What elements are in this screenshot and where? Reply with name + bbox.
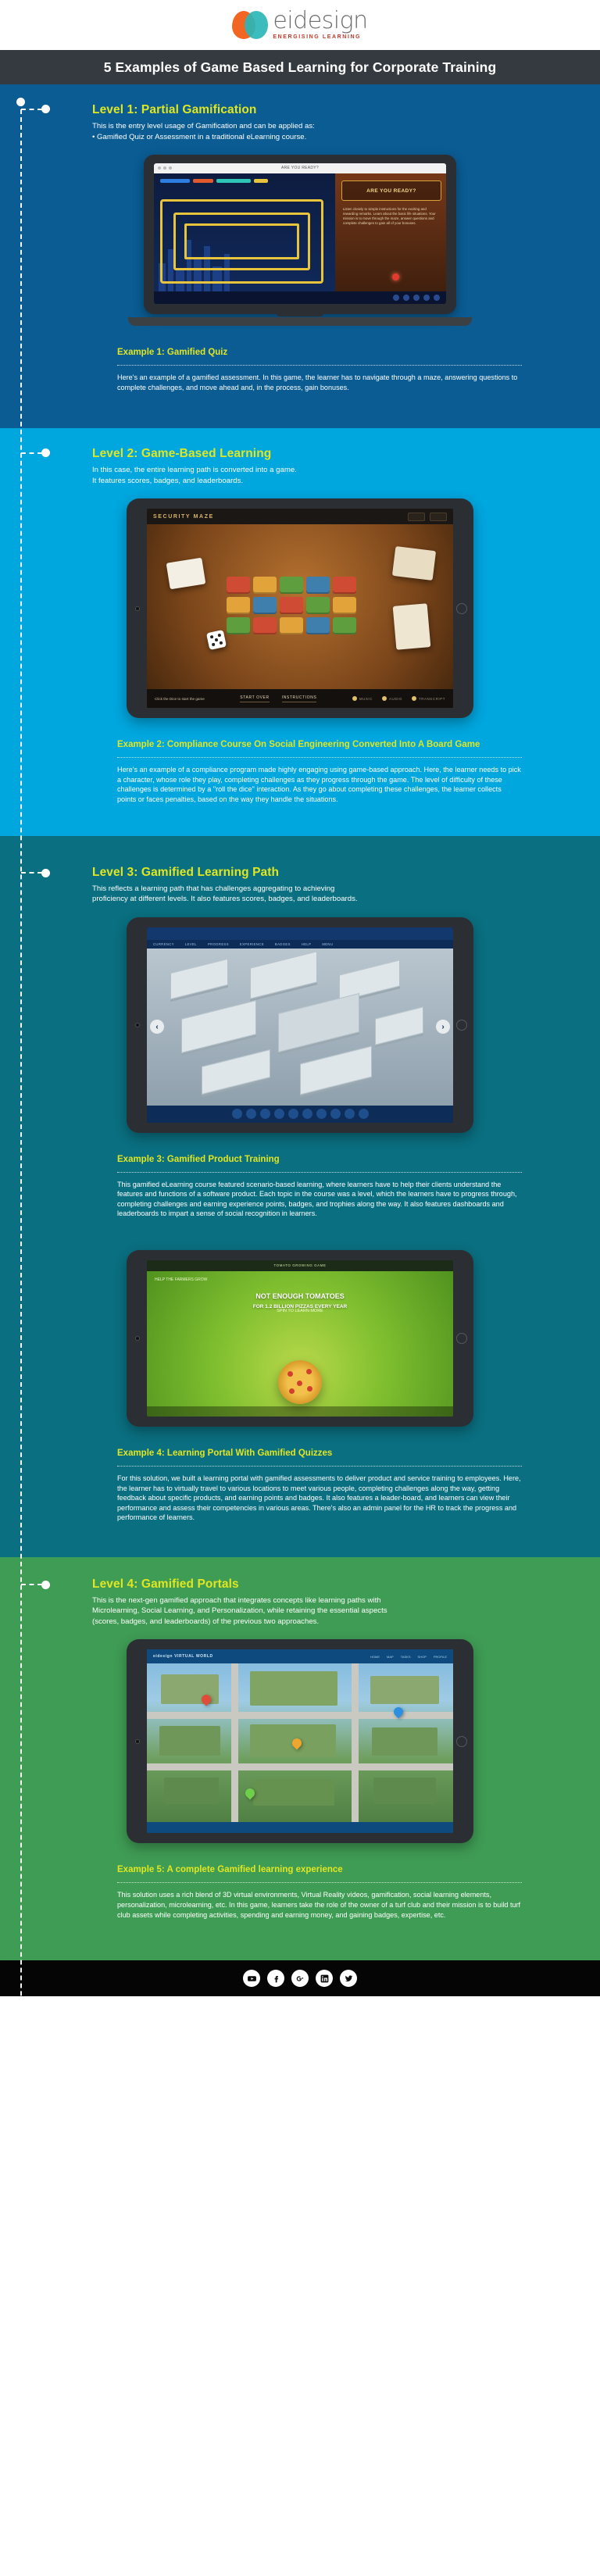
- level-2-desc-line1: In this case, the entire learning path is converted into a game.: [92, 466, 297, 475]
- boardgame-buttons: [240, 695, 316, 702]
- caption-divider: [117, 365, 522, 366]
- logo-bar: [0, 0, 600, 50]
- laptop-base: [128, 317, 472, 326]
- vw-nav-item[interactable]: PROFILE: [433, 1654, 447, 1659]
- level-1-desc-line2: • Gamified Quiz or Assessment in a traditional eLearning course.: [92, 132, 307, 141]
- example-2-caption: [0, 718, 600, 804]
- footer-social-bar: [0, 1960, 600, 1996]
- tablet-camera-icon: [135, 1023, 140, 1027]
- section-level-4: [0, 1557, 600, 1960]
- tomato-top-bar: [147, 1260, 453, 1271]
- eidesign-logo[interactable]: [232, 9, 367, 41]
- level-4-title: Level 4: Gamified Portals: [92, 1577, 239, 1591]
- lp-nav-item[interactable]: HELP: [301, 941, 312, 946]
- level-2-head: [0, 428, 600, 486]
- laptop-notch: [277, 313, 323, 316]
- tablet-home-button[interactable]: [456, 603, 467, 614]
- boardgame-screen: [147, 509, 453, 708]
- laptop-mockup: [144, 155, 456, 326]
- level-1-head: [0, 84, 600, 142]
- level-4-desc-line2: Microlearning, Social Learning, and Personalization, while retaining the essential aspects: [92, 1606, 388, 1616]
- boardgame-hint: Click the Dice to start the game: [155, 696, 205, 701]
- timeline-connector: [21, 109, 42, 110]
- example-5-caption: [0, 1843, 600, 1920]
- title-bar: [0, 50, 600, 84]
- level-4-desc: [92, 1595, 514, 1627]
- tablet-home-button[interactable]: [456, 1020, 467, 1031]
- boardgame-tiles[interactable]: [227, 577, 356, 634]
- caption-divider: [117, 757, 522, 758]
- boardgame-brand: SECURITY MAZE: [153, 513, 214, 520]
- tablet-screen: [147, 927, 453, 1123]
- level-4-head: [0, 1557, 600, 1627]
- boardgame-card[interactable]: [392, 603, 430, 650]
- lp-nav-item[interactable]: EXPERIENCE: [239, 941, 264, 946]
- example-4-caption: [0, 1427, 600, 1523]
- level-2-desc-line2: It features scores, badges, and leaderboards.: [92, 476, 244, 485]
- level-3-desc: [92, 884, 514, 905]
- timeline-node-3: [0, 869, 50, 877]
- example-3-body: This gamified eLearning course featured scenario-based learning, where learners have to help their clients understand the features and functions of a software product. Each topic in the course was a level, which the learners have to progress through, completing challenges and earning experience points, badges, and trophies along the way. It also features dashboards and leaderboards to impart a sense of social recognition in learners.: [117, 1180, 517, 1218]
- boardgame-top-bar: [147, 509, 453, 524]
- vw-brand: eidesign VIRTUAL WORLD: [153, 1654, 213, 1660]
- quiz-ready-panel: ARE YOU READY?: [341, 180, 441, 201]
- vw-top-bar: [147, 1649, 453, 1663]
- virtual-world-screen: [147, 1649, 453, 1833]
- tablet-screen: [147, 1260, 453, 1417]
- level-3-desc-line1: This reflects a learning path that has challenges aggregating to achieving: [92, 884, 335, 893]
- instructions-button[interactable]: INSTRUCTIONS: [282, 695, 317, 702]
- vw-nav-item[interactable]: SHOP: [417, 1654, 427, 1659]
- timeline-dot: [41, 1581, 50, 1589]
- level-1-desc: [92, 121, 514, 142]
- tablet-camera-icon: [135, 1336, 140, 1341]
- timeline-rail: [20, 102, 22, 2519]
- tomato-headline: HELP THE FARMERS GROW: [155, 1277, 208, 1282]
- level-3-desc-line2: proficiency at different levels. It also features scores, badges, and leaderboards.: [92, 895, 358, 904]
- timeline-connector: [21, 452, 42, 454]
- lp-nav-item[interactable]: PROGRESS: [207, 941, 229, 946]
- lp-nav-item[interactable]: MENU: [322, 941, 334, 946]
- lp-nav-item[interactable]: BADGES: [274, 941, 291, 946]
- timeline-node-1: [0, 105, 50, 113]
- example-5-title: Example 5: A complete Gamified learning experience: [117, 1865, 343, 1875]
- logo-tagline: ENERGISING LEARNING: [273, 34, 362, 40]
- level-3-title: Level 3: Gamified Learning Path: [92, 865, 280, 879]
- tomato-sub-text: SPIN TO LEARN MORE: [277, 1308, 323, 1313]
- example-1-title: Example 1: Gamified Quiz: [117, 348, 228, 357]
- quiz-top-label: ARE YOU READY?: [280, 166, 320, 170]
- tablet-screen: [147, 509, 453, 708]
- vw-bottom-bar: [147, 1822, 453, 1833]
- timeline-dot: [41, 448, 50, 457]
- tomato-top-label: TOMATO GROWING GAME: [273, 1263, 327, 1268]
- tablet-screen: [147, 1649, 453, 1833]
- level-4-desc-line1: This is the next-gen gamified approach that integrates concepts like learning paths with: [92, 1595, 381, 1605]
- level-1-device: [0, 155, 600, 326]
- section-level-2: [0, 428, 600, 835]
- caption-divider: [117, 1466, 522, 1467]
- start-over-button[interactable]: START OVER: [240, 695, 269, 702]
- boardgame-options: [352, 696, 445, 701]
- timeline-node-4: [0, 1581, 50, 1589]
- level-4-desc-line3: (scores, badges, and leaderboards) of the previous two approaches.: [92, 1617, 320, 1626]
- transcript-toggle[interactable]: TRANSCRIPT: [412, 696, 445, 701]
- timeline-connector: [21, 1584, 42, 1585]
- boardgame-bottom-bar: [147, 689, 453, 708]
- laptop-screen: [154, 163, 446, 304]
- page-title: 5 Examples of Game Based Learning for Corporate Training: [103, 59, 497, 75]
- caption-divider: [117, 1882, 522, 1883]
- caption-divider: [117, 1172, 522, 1173]
- tomato-big-line1: NOT ENOUGH TOMATOES: [255, 1292, 345, 1300]
- level-3-device-b: [0, 1250, 600, 1427]
- section-level-3: [0, 836, 600, 1557]
- level-3-device-a: [0, 917, 600, 1133]
- quiz-game-screen: [154, 163, 446, 304]
- youtube-icon[interactable]: [243, 1970, 260, 1987]
- example-5-body: This solution uses a rich blend of 3D virtual environments, Virtual Reality videos, gamification, social learning elements, personalization, microlearning, etc. In this game, learners take the role of the owner of a turf club and their mission is to build turf club assets while completing activities, spending and earning money, and gaining badges, expertise, etc.: [117, 1891, 521, 1919]
- tomato-bottom-bar: [147, 1406, 453, 1417]
- example-4-body: For this solution, we built a learning portal with gamified assessments to deliver product and service training to employees. Here, the learner has to virtually travel to various locations to meet various people, completing challenges along the way, getting feedback about specific products, and earning points and badges. It also features a leader-board, and learners can view their performance and assess their competencies in various areas. There's also an admin panel for the HR to track the progress and performance of learners.: [117, 1474, 521, 1522]
- lp-isometric-map: [147, 949, 453, 1106]
- vw-nav-item[interactable]: TASKS: [400, 1654, 411, 1659]
- timeline-dot: [41, 869, 50, 877]
- boardgame-score-chips: [408, 513, 447, 521]
- timeline-node-2: [0, 448, 50, 457]
- lp-top-bar: [147, 927, 453, 940]
- facebook-icon[interactable]: [267, 1970, 284, 1987]
- level-2-device: [0, 498, 600, 718]
- quiz-footer-bar: [154, 291, 446, 304]
- tablet-mockup-virtualworld: [127, 1639, 473, 1843]
- lp-nav-item[interactable]: LEVEL: [184, 941, 197, 946]
- tomato-big-line2: FOR 1.2 BILLION PIZZAS EVERY YEAR: [252, 1303, 348, 1309]
- tablet-home-button[interactable]: [456, 1333, 467, 1344]
- example-2-title: Example 2: Compliance Course On Social Engineering Converted Into A Board Game: [117, 740, 480, 750]
- timeline-connector: [21, 872, 42, 874]
- tablet-mockup-boardgame: [127, 498, 473, 718]
- audio-toggle[interactable]: AUDIO: [382, 696, 402, 701]
- lp-nav-bar: [147, 940, 453, 949]
- tomato-game-screen: [147, 1260, 453, 1417]
- example-2-body: Here's an example of a compliance program made highly engaging using game-based approach. Here, the learner needs to pick a character, whose role they play, completing challenges as they progress through the game. The level of difficulty of these challenges is determined by a "roll the dice" interaction. As they go about completing these challenges, the learner collects points or faces penalties, based on the way they handle the situations.: [117, 766, 521, 803]
- music-toggle[interactable]: MUSIC: [352, 696, 373, 701]
- level-4-device: [0, 1639, 600, 1843]
- lp-bottom-bar: [147, 1106, 453, 1123]
- tablet-camera-icon: [135, 606, 140, 611]
- example-3-title: Example 3: Gamified Product Training: [117, 1154, 280, 1164]
- laptop-lid: [144, 155, 456, 314]
- browser-bar: [154, 163, 446, 173]
- vw-nav-item[interactable]: HOME: [370, 1654, 380, 1659]
- level-1-title: Level 1: Partial Gamification: [92, 103, 257, 116]
- example-1-body: Here's an example of a gamified assessment. In this game, the learner has to navigate through a maze, answering questions to complete challenges, and move ahead and, in the process, gain bonuses.: [117, 373, 518, 391]
- vw-nav-item[interactable]: MAP: [387, 1654, 394, 1659]
- example-1-caption: [0, 326, 600, 392]
- learning-path-screen: [147, 927, 453, 1123]
- quiz-maze-art: [160, 199, 323, 284]
- level-2-title: Level 2: Game-Based Learning: [92, 447, 272, 461]
- lp-next-button[interactable]: ›: [436, 1020, 450, 1034]
- googleplus-icon[interactable]: [291, 1970, 309, 1987]
- section-level-1: [0, 84, 600, 428]
- level-1-desc-line1: This is the entry level usage of Gamification and can be applied as:: [92, 122, 315, 130]
- example-4-title: Example 4: Learning Portal With Gamified Quizzes: [117, 1448, 333, 1458]
- twitter-icon[interactable]: [340, 1970, 357, 1987]
- level-2-desc: [92, 465, 514, 486]
- timeline-dot: [41, 105, 50, 113]
- tablet-mockup-learningpath: [127, 917, 473, 1133]
- logo-mark-icon: [232, 9, 270, 41]
- vw-nav: [370, 1655, 447, 1659]
- level-3-head: [0, 836, 600, 905]
- logo-word: eidesign: [273, 7, 368, 34]
- example-3-caption: [0, 1133, 600, 1219]
- tablet-mockup-portal: [127, 1250, 473, 1427]
- lp-prev-button[interactable]: ‹: [150, 1020, 164, 1034]
- vw-map: [147, 1663, 453, 1822]
- quiz-hud: [160, 179, 329, 183]
- linkedin-icon[interactable]: [316, 1970, 333, 1987]
- tablet-camera-icon: [135, 1739, 140, 1744]
- boardgame-card[interactable]: [392, 546, 436, 581]
- pizza-icon: [278, 1360, 322, 1404]
- tablet-home-button[interactable]: [456, 1736, 467, 1747]
- logo-teal-shape: [245, 11, 268, 39]
- lp-nav-item[interactable]: CURRENCY: [153, 941, 174, 946]
- logo-wordmark: [273, 9, 367, 41]
- quiz-ready-text: Listen closely to simple instructions for the exciting and rewarding remarks. Learn about the basic life situations. Your mission is to move through the maze, answer questions and complete challenges to gain all of your bonuses.: [342, 207, 436, 225]
